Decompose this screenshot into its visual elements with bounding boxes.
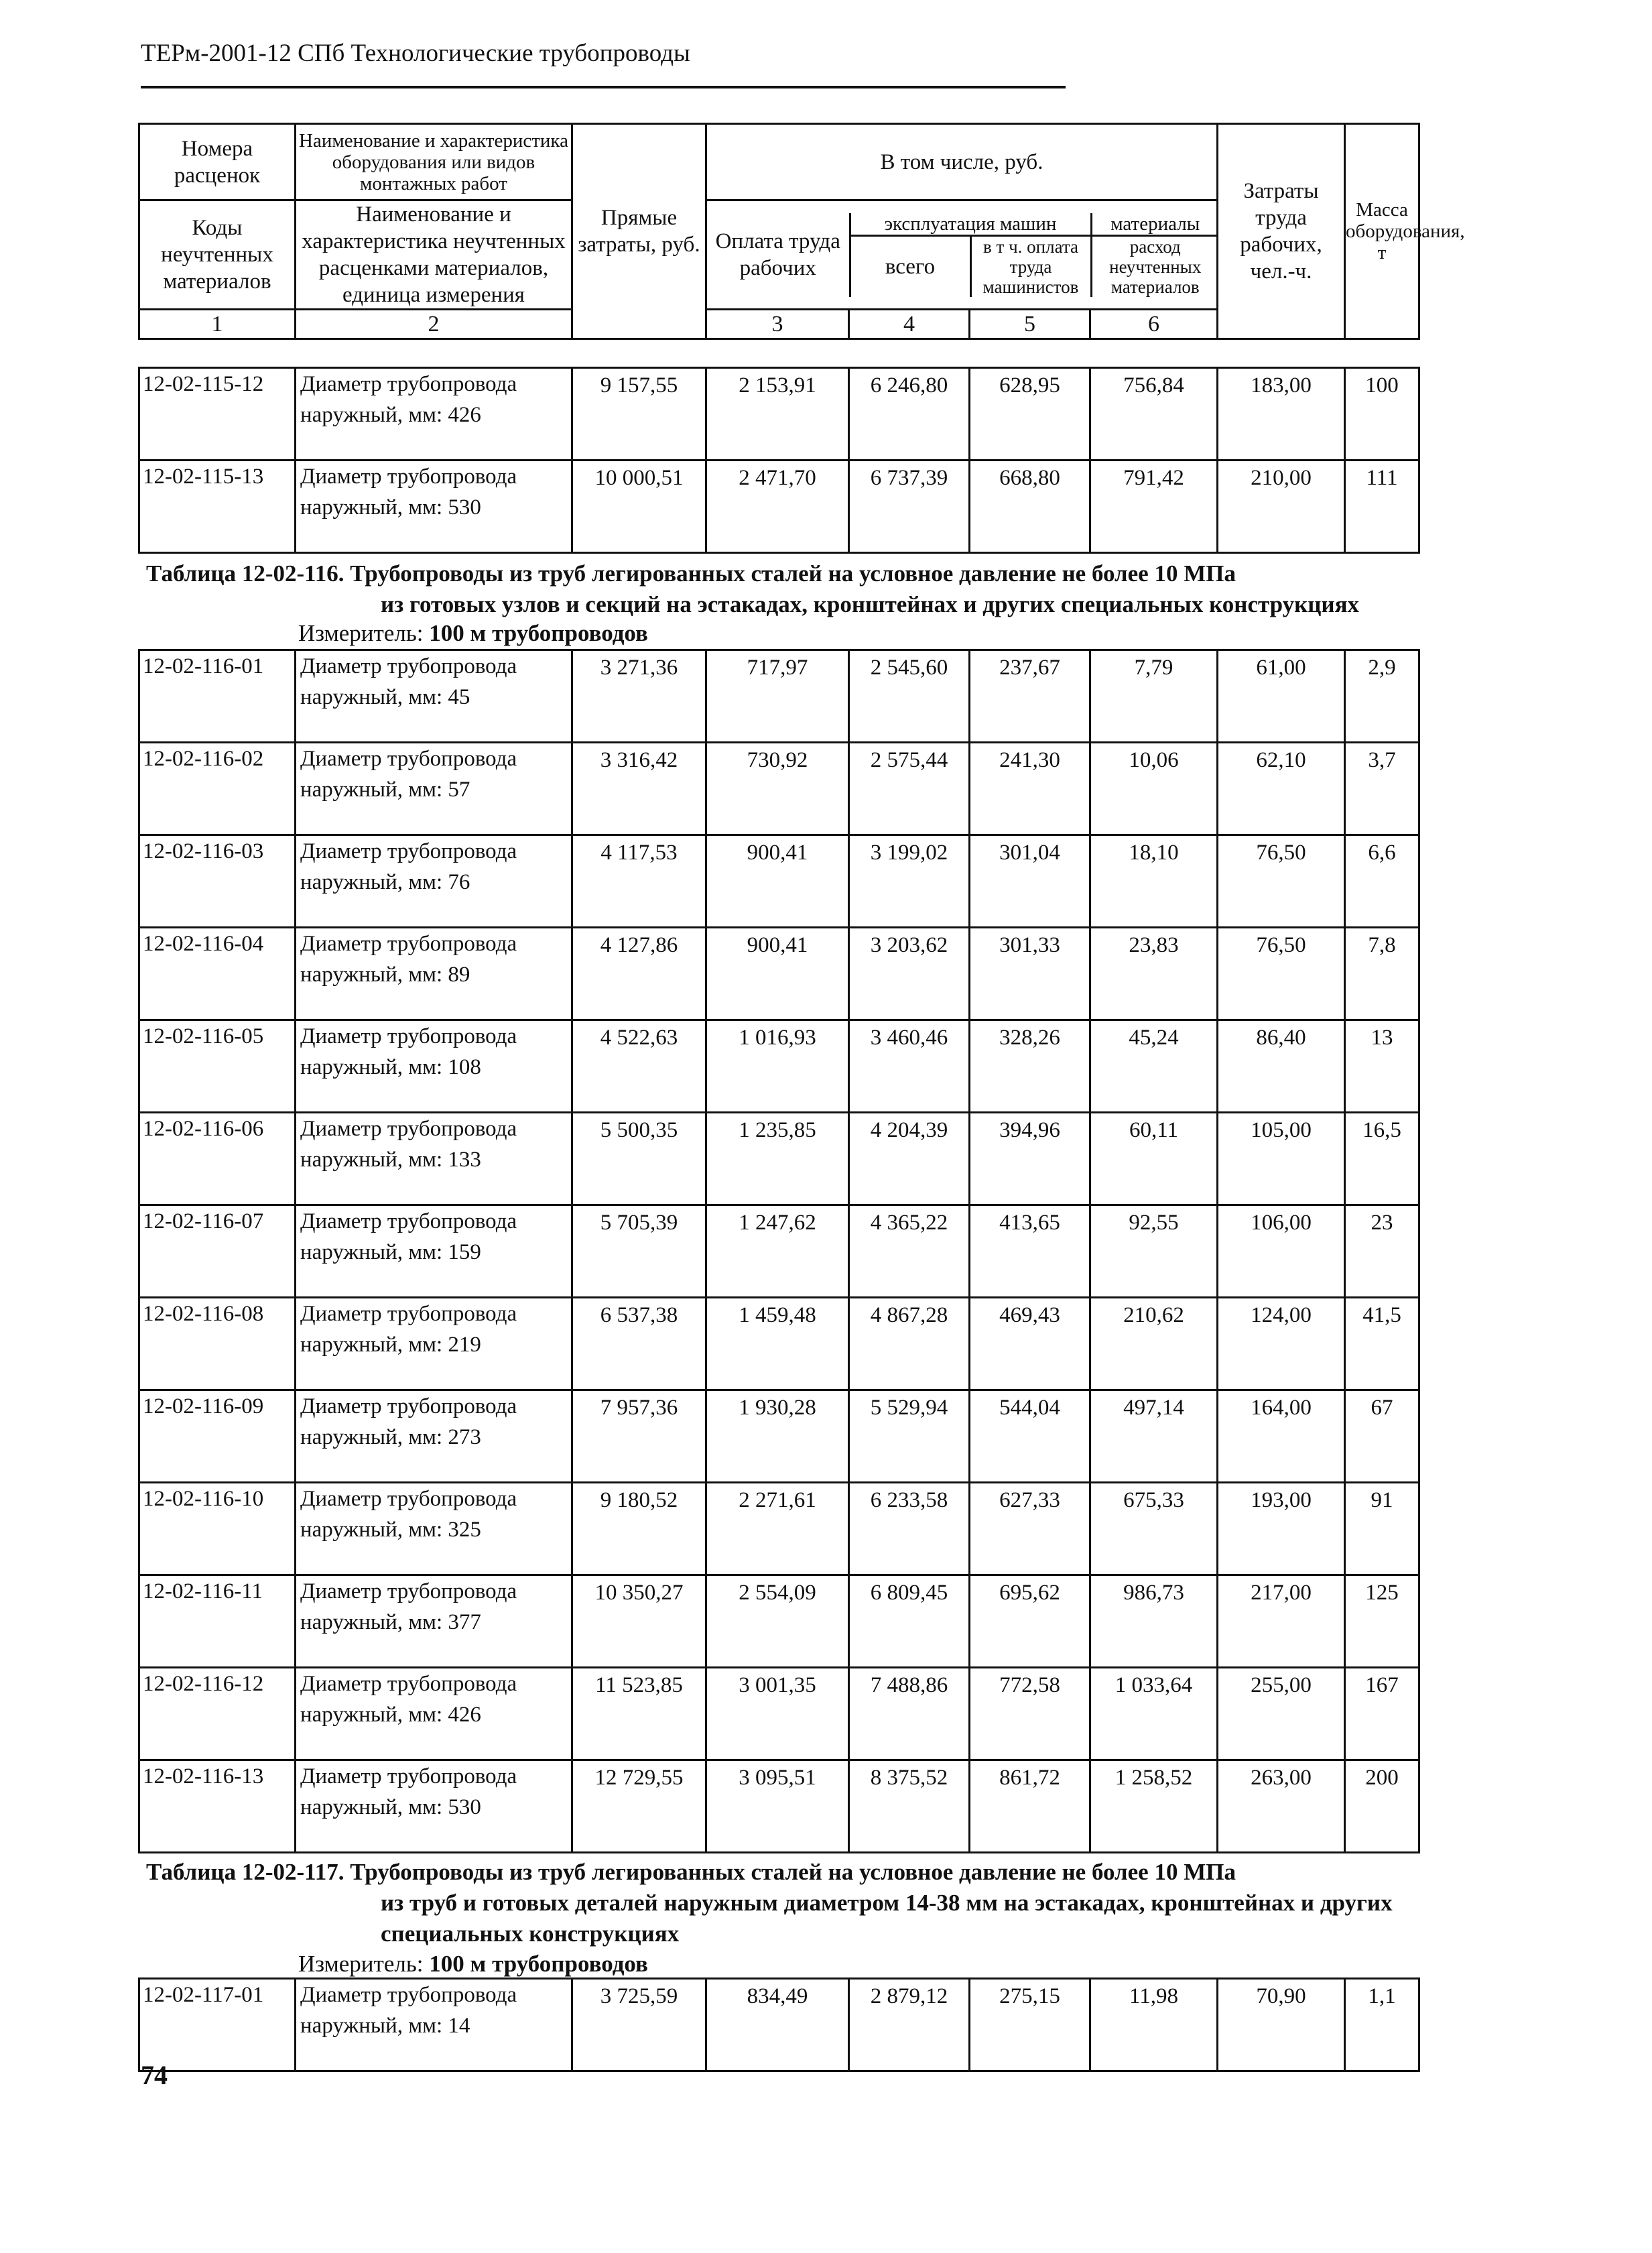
row-mass: 91 [1345,1483,1419,1575]
row-direct-cost: 3 271,36 [572,650,706,743]
row-code: 12-02-116-13 [139,1760,296,1853]
row-labor-cost: 1 016,93 [706,1020,849,1113]
row-name: Диаметр трубопровода наружный, мм: 530 [296,1760,572,1853]
row-materials: 92,55 [1090,1205,1218,1298]
table-row [139,835,1419,928]
row-machinists-pay: 668,80 [970,461,1090,553]
measure-label: Измеритель: [298,620,424,646]
row-machinists-pay: 394,96 [970,1113,1090,1205]
row-name: Диаметр трубопровода наружный, мм: 89 [296,928,572,1020]
table-row [139,461,1419,553]
table-row [139,1575,1419,1668]
row-machines-total: 6 809,45 [849,1575,970,1668]
row-code: 12-02-116-01 [139,650,296,743]
row-materials: 675,33 [1090,1483,1218,1575]
row-mass: 3,7 [1345,743,1419,835]
row-mass: 2,9 [1345,650,1419,743]
row-code: 12-02-116-08 [139,1298,296,1390]
row-code: 12-02-116-02 [139,743,296,835]
table-117-caption-line2: из труб и готовых деталей наружным диаметром 14-38 мм на эстакадах, кронштейнах и других [381,1890,1393,1916]
row-machinists-pay: 861,72 [970,1760,1090,1853]
row-materials: 1 258,52 [1090,1760,1218,1853]
row-labor-cost: 900,41 [706,835,849,928]
row-machines-total: 3 199,02 [849,835,970,928]
row-mass: 111 [1345,461,1419,553]
row-machinists-pay: 413,65 [970,1205,1090,1298]
row-materials: 210,62 [1090,1298,1218,1390]
row-labor-hours: 164,00 [1218,1390,1345,1483]
row-direct-cost: 3 725,59 [572,1979,706,2071]
row-mass: 167 [1345,1668,1419,1760]
row-machines-total: 4 867,28 [849,1298,970,1390]
col-number: 3 [706,310,849,339]
row-materials: 756,84 [1090,368,1218,461]
col-number: 6 [1090,310,1218,339]
table-row [139,743,1419,835]
row-code: 12-02-116-05 [139,1020,296,1113]
row-labor-hours: 193,00 [1218,1483,1345,1575]
header-col4: Оплата труда рабочих [707,213,850,297]
row-labor-hours: 62,10 [1218,743,1345,835]
row-direct-cost: 4 127,86 [572,928,706,1020]
row-machines-total: 2 575,44 [849,743,970,835]
table-row [139,1979,1419,2071]
measure-label: Измеритель: [298,1951,424,1977]
row-materials: 45,24 [1090,1020,1218,1113]
row-labor-hours: 263,00 [1218,1760,1345,1853]
header-rule [141,86,1066,88]
row-machinists-pay: 772,58 [970,1668,1090,1760]
col-number: 1 [139,310,296,339]
row-machinists-pay: 301,04 [970,835,1090,928]
row-labor-cost: 2 554,09 [706,1575,849,1668]
table-117-body [138,1977,1420,2072]
row-mass: 100 [1345,368,1419,461]
col-number: 4 [849,310,970,339]
row-machinists-pay: 628,95 [970,368,1090,461]
row-materials: 18,10 [1090,835,1218,928]
row-mass: 13 [1345,1020,1419,1113]
table-116-measure [298,620,648,647]
row-code: 12-02-116-12 [139,1668,296,1760]
table-row [139,1298,1419,1390]
table-row [139,1760,1419,1853]
table-117-caption-line3: специальных конструкциях [381,1921,680,1947]
row-machinists-pay: 275,15 [970,1979,1090,2071]
row-name: Диаметр трубопровода наружный, мм: 45 [296,650,572,743]
running-header: ТЕРм-2001-12 СПб Технологические трубопроводы [141,40,690,67]
row-code: 12-02-117-01 [139,1979,296,2071]
row-labor-cost: 1 247,62 [706,1205,849,1298]
row-labor-hours: 76,50 [1218,928,1345,1020]
table-row [139,1020,1419,1113]
measure-value: 100 м трубопроводов [429,1951,648,1977]
row-code: 12-02-116-07 [139,1205,296,1298]
row-name: Диаметр трубопровода наружный, мм: 57 [296,743,572,835]
row-materials: 986,73 [1090,1575,1218,1668]
row-labor-cost: 1 459,48 [706,1298,849,1390]
row-machinists-pay: 695,62 [970,1575,1090,1668]
row-name: Диаметр трубопровода наружный, мм: 273 [296,1390,572,1483]
table-row [139,1483,1419,1575]
row-materials: 497,14 [1090,1390,1218,1483]
column-header-table [138,123,1465,340]
row-labor-hours: 105,00 [1218,1113,1345,1205]
row-name: Диаметр трубопровода наружный, мм: 108 [296,1020,572,1113]
row-name: Диаметр трубопровода наружный, мм: 325 [296,1483,572,1575]
table-row [139,1668,1419,1760]
row-direct-cost: 9 157,55 [572,368,706,461]
table-115-body [138,367,1420,554]
row-labor-hours: 106,00 [1218,1205,1345,1298]
row-name: Диаметр трубопровода наружный, мм: 377 [296,1575,572,1668]
row-labor-hours: 124,00 [1218,1298,1345,1390]
row-materials: 791,42 [1090,461,1218,553]
row-labor-cost: 2 153,91 [706,368,849,461]
row-machines-total: 6 737,39 [849,461,970,553]
row-machines-total: 4 204,39 [849,1113,970,1205]
row-machinists-pay: 241,30 [970,743,1090,835]
row-machinists-pay: 627,33 [970,1483,1090,1575]
table-row [139,650,1419,743]
row-materials: 23,83 [1090,928,1218,1020]
row-name: Диаметр трубопровода наружный, мм: 530 [296,461,572,553]
row-machines-total: 3 203,62 [849,928,970,1020]
row-labor-cost: 1 930,28 [706,1390,849,1483]
row-direct-cost: 4 117,53 [572,835,706,928]
table-row [139,1205,1419,1298]
row-machines-total: 6 246,80 [849,368,970,461]
row-code: 12-02-116-10 [139,1483,296,1575]
row-mass: 23 [1345,1205,1419,1298]
row-direct-cost: 10 000,51 [572,461,706,553]
header-group: В том числе, руб. [706,124,1218,200]
row-direct-cost: 12 729,55 [572,1760,706,1853]
row-mass: 16,5 [1345,1113,1419,1205]
row-name: Диаметр трубопровода наружный, мм: 14 [296,1979,572,2071]
row-direct-cost: 3 316,42 [572,743,706,835]
row-direct-cost: 9 180,52 [572,1483,706,1575]
row-mass: 6,6 [1345,835,1419,928]
row-machinists-pay: 544,04 [970,1390,1090,1483]
row-labor-hours: 217,00 [1218,1575,1345,1668]
table-117-caption-line1: Таблица 12-02-117. Трубопроводы из труб легированных сталей на условное давление не более 10 МПа [146,1859,1236,1885]
row-machines-total: 7 488,86 [849,1668,970,1760]
row-labor-hours: 70,90 [1218,1979,1345,2071]
row-labor-hours: 210,00 [1218,461,1345,553]
row-labor-cost: 834,49 [706,1979,849,2071]
row-machinists-pay: 469,43 [970,1298,1090,1390]
table-116-caption-line1: Таблица 12-02-116. Трубопроводы из труб легированных сталей на условное давление не более 10 МПа [146,560,1236,587]
row-mass: 125 [1345,1575,1419,1668]
row-machinists-pay: 301,33 [970,928,1090,1020]
header-col2-top: Наименование и характеристика оборудования или видов монтажных работ [296,124,572,200]
row-direct-cost: 6 537,38 [572,1298,706,1390]
header-col2-bottom: Наименование и характеристика неучтенных расценками материалов, единица измерения [296,200,572,310]
row-machines-total: 2 879,12 [849,1979,970,2071]
row-name: Диаметр трубопровода наружный, мм: 426 [296,368,572,461]
row-materials: 7,79 [1090,650,1218,743]
header-machines: эксплуатация машин [850,213,1091,236]
row-direct-cost: 4 522,63 [572,1020,706,1113]
table-row [139,1113,1419,1205]
col-number: 5 [970,310,1090,339]
page-number: 74 [141,2060,168,2090]
row-labor-cost: 900,41 [706,928,849,1020]
row-materials: 60,11 [1090,1113,1218,1205]
row-labor-cost: 730,92 [706,743,849,835]
row-machines-total: 4 365,22 [849,1205,970,1298]
table-117-caption [146,1857,1393,1949]
measure-value: 100 м трубопроводов [429,620,648,646]
row-name: Диаметр трубопровода наружный, мм: 426 [296,1668,572,1760]
row-code: 12-02-115-12 [139,368,296,461]
row-name: Диаметр трубопровода наружный, мм: 76 [296,835,572,928]
row-mass: 1,1 [1345,1979,1419,2071]
row-labor-cost: 1 235,85 [706,1113,849,1205]
row-name: Диаметр трубопровода наружный, мм: 159 [296,1205,572,1298]
row-direct-cost: 7 957,36 [572,1390,706,1483]
row-mass: 200 [1345,1760,1419,1853]
row-code: 12-02-115-13 [139,461,296,553]
row-machines-total: 6 233,58 [849,1483,970,1575]
row-name: Диаметр трубопровода наружный, мм: 219 [296,1298,572,1390]
row-direct-cost: 5 500,35 [572,1113,706,1205]
row-machines-total: 8 375,52 [849,1760,970,1853]
row-labor-hours: 183,00 [1218,368,1345,461]
table-116-caption [146,558,1359,620]
row-machines-total: 2 545,60 [849,650,970,743]
header-col9: Масса оборудования, т [1345,124,1419,339]
header-materials: материалы [1091,213,1218,236]
header-col6: в т ч. оплата труда машинистов [970,235,1091,297]
row-code: 12-02-116-03 [139,835,296,928]
header-col7: расход неучтенных материалов [1109,236,1202,297]
header-col1-bottom: Коды неучтенных материалов [139,200,296,310]
row-mass: 67 [1345,1390,1419,1483]
col-number: 2 [296,310,572,339]
row-labor-hours: 86,40 [1218,1020,1345,1113]
row-materials: 10,06 [1090,743,1218,835]
row-machinists-pay: 328,26 [970,1020,1090,1113]
row-materials: 1 033,64 [1090,1668,1218,1760]
table-116-body [138,649,1420,1853]
row-labor-hours: 76,50 [1218,835,1345,928]
row-machines-total: 5 529,94 [849,1390,970,1483]
row-labor-cost: 717,97 [706,650,849,743]
row-mass: 7,8 [1345,928,1419,1020]
row-labor-cost: 3 095,51 [706,1760,849,1853]
row-name: Диаметр трубопровода наружный, мм: 133 [296,1113,572,1205]
table-117-measure [298,1951,648,1977]
row-direct-cost: 5 705,39 [572,1205,706,1298]
header-col5: всего [850,235,970,297]
row-code: 12-02-116-11 [139,1575,296,1668]
row-code: 12-02-116-06 [139,1113,296,1205]
row-code: 12-02-116-04 [139,928,296,1020]
header-col3: Прямые затраты, руб. [572,124,706,339]
row-labor-cost: 3 001,35 [706,1668,849,1760]
header-col8: Затраты труда рабочих, чел.-ч. [1218,124,1345,339]
table-row [139,368,1419,461]
row-machinists-pay: 237,67 [970,650,1090,743]
row-direct-cost: 11 523,85 [572,1668,706,1760]
table-116-caption-line2: из готовых узлов и секций на эстакадах, кронштейнах и других специальных конструкциях [381,591,1360,617]
row-labor-cost: 2 271,61 [706,1483,849,1575]
row-labor-cost: 2 471,70 [706,461,849,553]
table-row [139,1390,1419,1483]
row-labor-hours: 255,00 [1218,1668,1345,1760]
row-mass: 41,5 [1345,1298,1419,1390]
row-materials: 11,98 [1090,1979,1218,2071]
table-row [139,928,1419,1020]
row-direct-cost: 10 350,27 [572,1575,706,1668]
row-machines-total: 3 460,46 [849,1020,970,1113]
row-labor-hours: 61,00 [1218,650,1345,743]
header-col1-top: Номера расценок [139,124,296,200]
row-code: 12-02-116-09 [139,1390,296,1483]
